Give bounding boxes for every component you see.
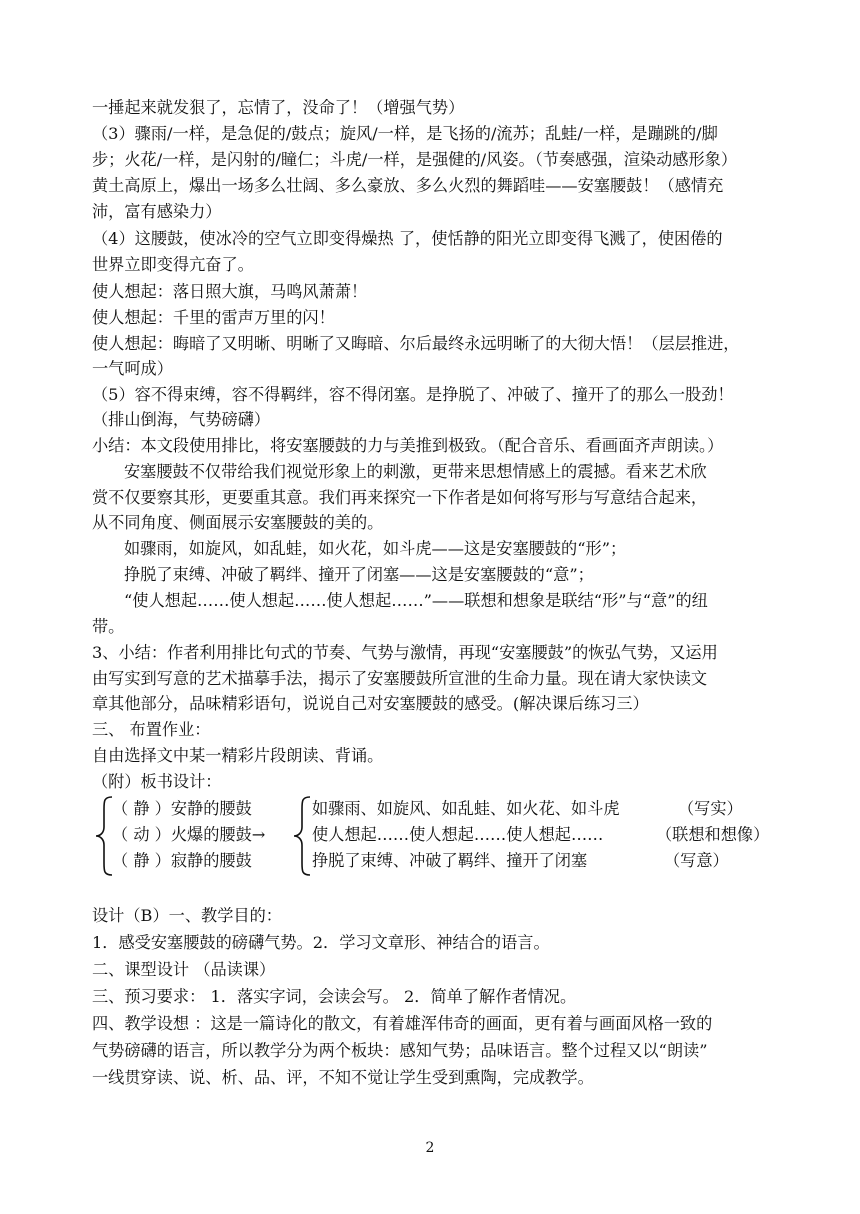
text-line: 如骤雨，如旋风，如乱蛙，如火花，如斗虎——这是安塞腰鼓的“形”；	[124, 539, 627, 558]
text-line: 气势磅礴的语言，所以教学分为两个板块：感知气势；品味语言。整个过程又以“朗读”	[92, 1041, 708, 1060]
text-line: 一线贯穿读、说、析、品、评，不知不觉让学生受到熏陶，完成教学。	[92, 1068, 594, 1087]
text-line: 设计（B）一、教学目的：	[92, 906, 282, 925]
board-right-item: （写实）	[678, 799, 743, 818]
text-line: 安塞腰鼓不仅带给我们视觉形象上的刺激，更带来思想情感上的震撼。看来艺术欣	[124, 462, 707, 481]
text-line: （5）容不得束缚，容不得羁绊，容不得闭塞。是挣脱了、冲破了、撞开了的那么一股劲！	[92, 385, 734, 404]
board-middle-item: 挣脱了束缚、冲破了羁绊、撞开了闭塞	[312, 851, 588, 870]
board-left-item: （ 静 ）安静的腰鼓	[112, 799, 252, 818]
left-brace-icon	[94, 795, 114, 877]
text-line: 世界立即变得亢奋了。	[92, 255, 254, 274]
text-line: 三、 布置作业：	[92, 720, 211, 739]
text-line: “使人想起……使人想起……使人想起……”——联想和想象是联结“形”与“意”的纽	[124, 591, 708, 610]
text-line: （排山倒海，气势磅礴）	[92, 410, 271, 429]
text-line: 一捶起来就发狠了，忘情了，没命了！（增强气势）	[92, 98, 465, 117]
text-line: 3、小结：作者利用排比句式的节奏、气势与激情，再现“安塞腰鼓”的恢弘气势，又运用	[92, 643, 718, 662]
text-line: （附）板书设计：	[92, 772, 222, 791]
text-line: （3）骤雨/一样，是急促的/鼓点；旋风/一样，是飞扬的/流苏；乱蛙/一样，是蹦跳的/脚	[92, 124, 718, 143]
left-brace-icon	[292, 795, 312, 877]
text-line: 使人想起：晦暗了又明晰、明晰了又晦暗、尔后最终永远明晰了的大彻大悟！（层层推进，	[92, 334, 740, 353]
text-line: 由写实到写意的艺术描摹手法，揭示了安塞腰鼓所宣泄的生命力量。现在请大家快读文	[92, 669, 708, 688]
board-left-item: （ 动 ）火爆的腰鼓→	[112, 825, 266, 844]
text-line: 使人想起：千里的雷声万里的闪！	[92, 308, 335, 327]
text-line: 三、预习要求： 1．落实字词，会读会写。 2．简单了解作者情况。	[92, 987, 577, 1006]
text-line: 章其他部分，品味精彩语句，说说自己对安塞腰鼓的感受。(解决课后练习三）	[92, 694, 649, 713]
text-line: 挣脱了束缚、冲破了羁绊、撞开了闭塞——这是安塞腰鼓的“意”；	[124, 565, 594, 584]
text-line: 步；火花/一样，是闪射的/瞳仁；斗虎/一样，是强健的/风姿。（节奏感强，渲染动感形象）	[92, 150, 738, 169]
text-line: 使人想起：落日照大旗，马鸣风萧萧！	[92, 282, 368, 301]
text-line: 赏不仅要察其形，更要重其意。我们再来探究一下作者是如何将写形与写意结合起来，	[92, 488, 708, 507]
text-line: 一气呵成）	[92, 359, 173, 378]
text-line: 四、教学设想 ：这是一篇诗化的散文，有着雄浑伟奇的画面，更有着与画面风格一致的	[92, 1014, 713, 1033]
board-middle-item: 如骤雨、如旋风、如乱蛙、如火花、如斗虎	[312, 799, 620, 818]
page-number: 2	[425, 1140, 435, 1156]
text-line: 从不同角度、侧面展示安塞腰鼓的美的。	[92, 513, 384, 532]
board-right-item: （联想和想像）	[656, 825, 770, 844]
board-left-item: （ 静 ）寂静的腰鼓	[112, 851, 252, 870]
board-middle-item: 使人想起……使人想起……使人想起……	[312, 825, 604, 844]
text-line: 1．感受安塞腰鼓的磅礴气势。2．学习文章形、神结合的语言。	[92, 933, 550, 952]
text-line: 自由选择文中某一精彩片段朗读、背诵。	[92, 746, 384, 765]
text-line: 黄土高原上，爆出一场多么壮阔、多么豪放、多么火烈的舞蹈哇——安塞腰鼓！（感情充	[92, 176, 724, 195]
text-line: （4）这腰鼓，使冰冷的空气立即变得燥热 了，使恬静的阳光立即变得飞溅了，使困倦的	[92, 229, 723, 248]
board-right-item: （写意）	[664, 851, 729, 870]
text-line: 带。	[92, 617, 125, 636]
text-line: 沛，富有感染力）	[92, 202, 222, 221]
text-line: 小结：本文段使用排比，将安塞腰鼓的力与美推到极致。（配合音乐、看画面齐声朗读。）	[92, 436, 724, 455]
text-line: 二、课型设计 （品读课）	[92, 960, 276, 979]
